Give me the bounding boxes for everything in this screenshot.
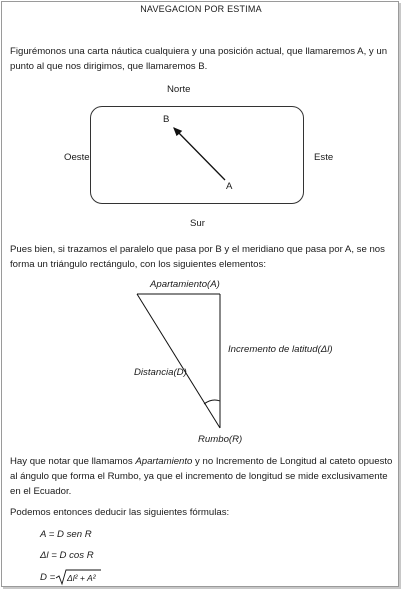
page-title: NAVEGACION POR ESTIMA: [140, 4, 262, 14]
formula-apartamiento: A = D sen R: [40, 529, 92, 540]
east-label: Este: [314, 152, 334, 163]
north-label: Norte: [167, 84, 191, 95]
formulas-intro-paragraph: Podemos entonces deducir las siguientes fórmulas:: [10, 507, 230, 518]
point-b-label: B: [163, 114, 170, 125]
west-label: Oeste: [64, 152, 90, 163]
triangle-paragraph: Pues bien, si trazamos el paralelo que pasa por B y el meridiano que pasa por A, se nos forma un triángulo rectángulo, con los siguientes elementos:: [10, 244, 385, 270]
distancia-label: Distancia(D): [134, 367, 187, 378]
point-a-label: A: [226, 181, 233, 192]
south-label: Sur: [190, 218, 205, 229]
formula-latitud: Δl = D cos R: [40, 550, 94, 561]
apartamiento-label: Apartamiento(A): [150, 279, 220, 290]
incremento-label: Incremento de latitud(Δl): [228, 344, 333, 355]
formula-distancia-lhs: D =: [40, 572, 56, 583]
note-text-start: Hay que notar que llamamos: [10, 456, 136, 467]
intro-paragraph: Figurémonos una carta náutica cualquiera y una posición actual, que llamaremos A, y un punto al que nos dirigimos, que llamaremos B.: [10, 46, 388, 72]
rumbo-label: Rumbo(R): [198, 434, 243, 445]
note-text-end: y no Incremento de Longitud al cateto opuesto al ángulo que forma el Rumbo, ya que el incremento de longitud se mide exclusivamente en el Ecuador.: [10, 456, 393, 497]
formula-distancia-radicand: Δl² + A²: [67, 573, 96, 583]
note-term-apartamiento: Apartamiento: [135, 456, 193, 467]
